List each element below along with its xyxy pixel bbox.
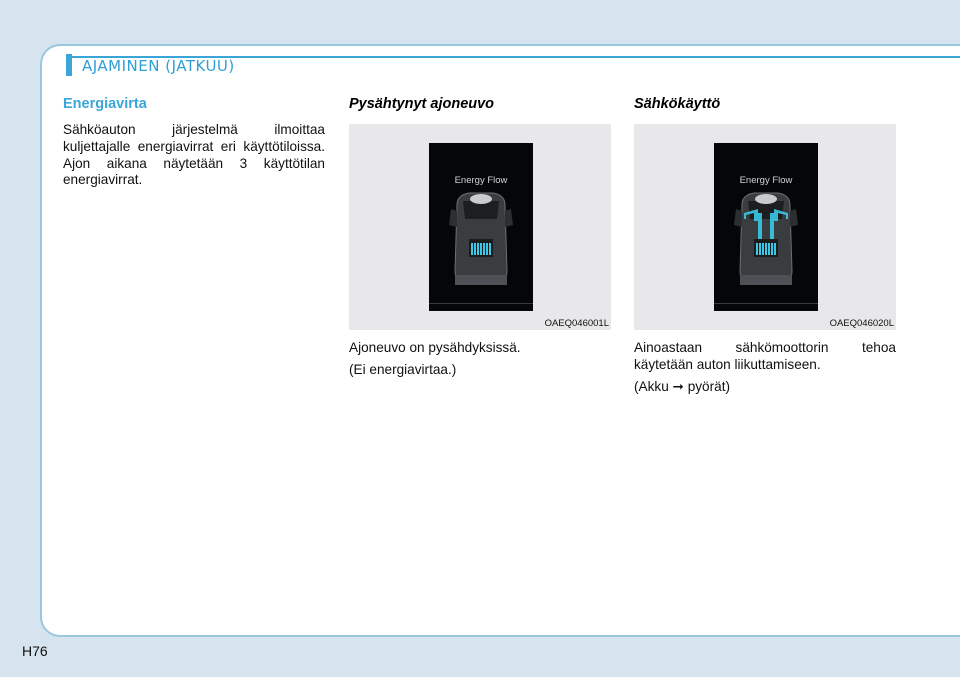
energy-flow-screen bbox=[714, 143, 818, 311]
energy-flow-paragraph: Sähköauton järjestelmä ilmoittaa kuljettajalle energiavirrat eri käyttötiloissa. Ajon aikana näytetään 3 käyttötilan energiavirrat. bbox=[63, 122, 325, 188]
electric-drive-figure bbox=[634, 124, 896, 330]
header-accent bbox=[66, 54, 72, 76]
arrow-right-icon: ➞ bbox=[672, 378, 684, 394]
electric-drive-text bbox=[634, 340, 896, 400]
stopped-line-2: (Ei energiavirtaa.) bbox=[349, 361, 457, 377]
electric-drive-heading: Sähkökäyttö bbox=[634, 96, 721, 112]
figure-code: OAEQ046001L bbox=[544, 318, 609, 329]
electric-line-2-end: pyörät) bbox=[687, 378, 731, 394]
stopped-vehicle-figure bbox=[349, 124, 611, 330]
energy-flow-text bbox=[63, 122, 325, 194]
energy-flow-screen bbox=[429, 143, 533, 311]
stopped-vehicle-heading: Pysähtynyt ajoneuvo bbox=[349, 96, 495, 112]
car-top-view-icon bbox=[429, 143, 533, 311]
stopped-vehicle-text bbox=[349, 340, 611, 384]
electric-line-2 bbox=[634, 379, 896, 396]
page-number: H76 bbox=[22, 643, 48, 659]
section-header: AJAMINEN (JATKUU) bbox=[82, 57, 235, 75]
electric-line-1: Ainoastaan sähkömoottorin tehoa käytetään auton liikuttamiseen. bbox=[634, 340, 896, 372]
screen-title: Energy Flow bbox=[454, 175, 508, 186]
figure-code: OAEQ046020L bbox=[829, 318, 894, 329]
stopped-line-1: Ajoneuvo on pysähdyksissä. bbox=[349, 340, 521, 355]
car-top-view-icon bbox=[714, 143, 818, 311]
energy-flow-heading: Energiavirta bbox=[63, 96, 147, 112]
screen-title: Energy Flow bbox=[739, 175, 793, 186]
electric-line-2-start: (Akku bbox=[634, 378, 669, 394]
